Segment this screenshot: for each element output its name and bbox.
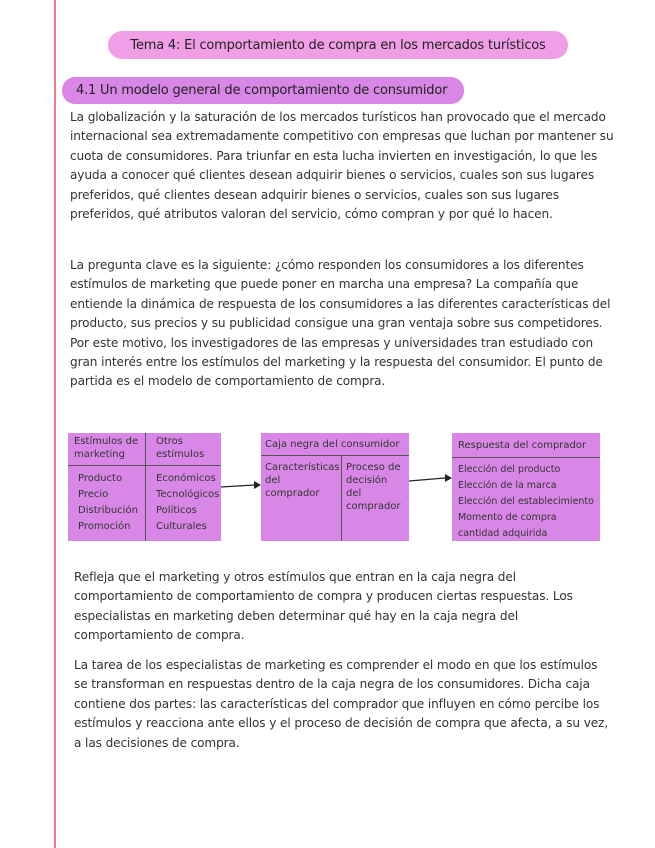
other-stimuli-item: Políticos xyxy=(156,505,197,516)
margin-line xyxy=(54,0,56,848)
paragraph-key-question: La pregunta clave es la siguiente: ¿cómo responden los consumidores a los diferentes estímulos de marketing que puede poner en marcha una empresa? La compañía que entiende la dinámica de respuesta de los consumidores a las diferentes características del producto, sus precios y su publicidad consigue una gran ventaja sobre sus competidores. Por este motivo, los investigadores de las empresas y universidades tran estudiado con gran interés entre los estímulos del marketing y la respuesta del consumidor. El punto de partida es el modelo de comportamiento de compra. xyxy=(70,258,611,389)
other-stimuli-item: Tecnológicos xyxy=(156,489,220,500)
response-item: Elección del establecimiento xyxy=(458,496,594,507)
black-box-header: Caja negra del consumidor xyxy=(261,433,409,456)
other-stimuli-column xyxy=(146,433,221,541)
response-header: Respuesta del comprador xyxy=(452,433,600,458)
buyer-decision-process: Proceso de decisión del comprador xyxy=(346,462,401,512)
section-heading: 4.1 Un modelo general de comportamiento de consumidor xyxy=(62,77,464,104)
arrow-right-icon xyxy=(409,472,452,486)
response-item: cantidad adquirida xyxy=(458,528,548,539)
marketing-stimuli-column xyxy=(68,433,146,541)
paragraph-reflection: Refleja que el marketing y otros estímulos que entran en la caja negra del comportamiento de comportamiento de compra y producen ciertas respuestas. Los especialistas en marketing deben determinar qué hay en la caja negra del comportamiento de compra. xyxy=(74,570,573,643)
marketing-stimuli-header: Estímulos de marketing xyxy=(68,433,145,466)
arrow-right-icon xyxy=(221,478,261,492)
marketing-item: Promoción xyxy=(78,521,131,532)
marketing-item: Distribución xyxy=(78,505,138,516)
page-title: Tema 4: El comportamiento de compra en los mercados turísticos xyxy=(108,31,568,59)
response-item: Elección del producto xyxy=(458,464,561,475)
response-item: Elección de la marca xyxy=(458,480,557,491)
paragraph-intro: La globalización y la saturación de los mercados turísticos han provocado que el mercado internacional sea extremadamente competitivo con empresas que luchan por mantener su cuota de consumidores. Para triunfar en esta lucha invierten en investigación, lo que les ayuda a conocer qué clientes desean adquirir bienes o servicios, cuales son sus lugares preferidos, qué clientes desean adquirir bienes o servicios, cuales son sus lugares preferidos, qué atributos valoran del servicio, cómo compran y por qué lo hacen. xyxy=(70,110,614,222)
other-stimuli-item: Culturales xyxy=(156,521,207,532)
other-stimuli-item: Económicos xyxy=(156,473,216,484)
marketing-item: Precio xyxy=(78,489,109,500)
other-stimuli-header: Otros estímulos xyxy=(146,433,221,466)
response-item: Momento de compra xyxy=(458,512,557,523)
buyer-characteristics: Características del comprador xyxy=(261,456,342,541)
black-box xyxy=(261,433,409,541)
paragraph-task: La tarea de los especialistas de marketing es comprender el modo en que los estímulos se transforman en respuestas dentro de la caja negra de los consumidores. Dicha caja contiene dos partes: las características del comprador que influyen en cómo percibe los estímulos y reacciona ante ellos y el proceso de decisión de compra que afecta, a su vez, a las decisiones de compra. xyxy=(74,658,609,750)
response-box xyxy=(452,433,600,541)
stimuli-box xyxy=(68,433,221,541)
marketing-item: Producto xyxy=(78,473,123,484)
